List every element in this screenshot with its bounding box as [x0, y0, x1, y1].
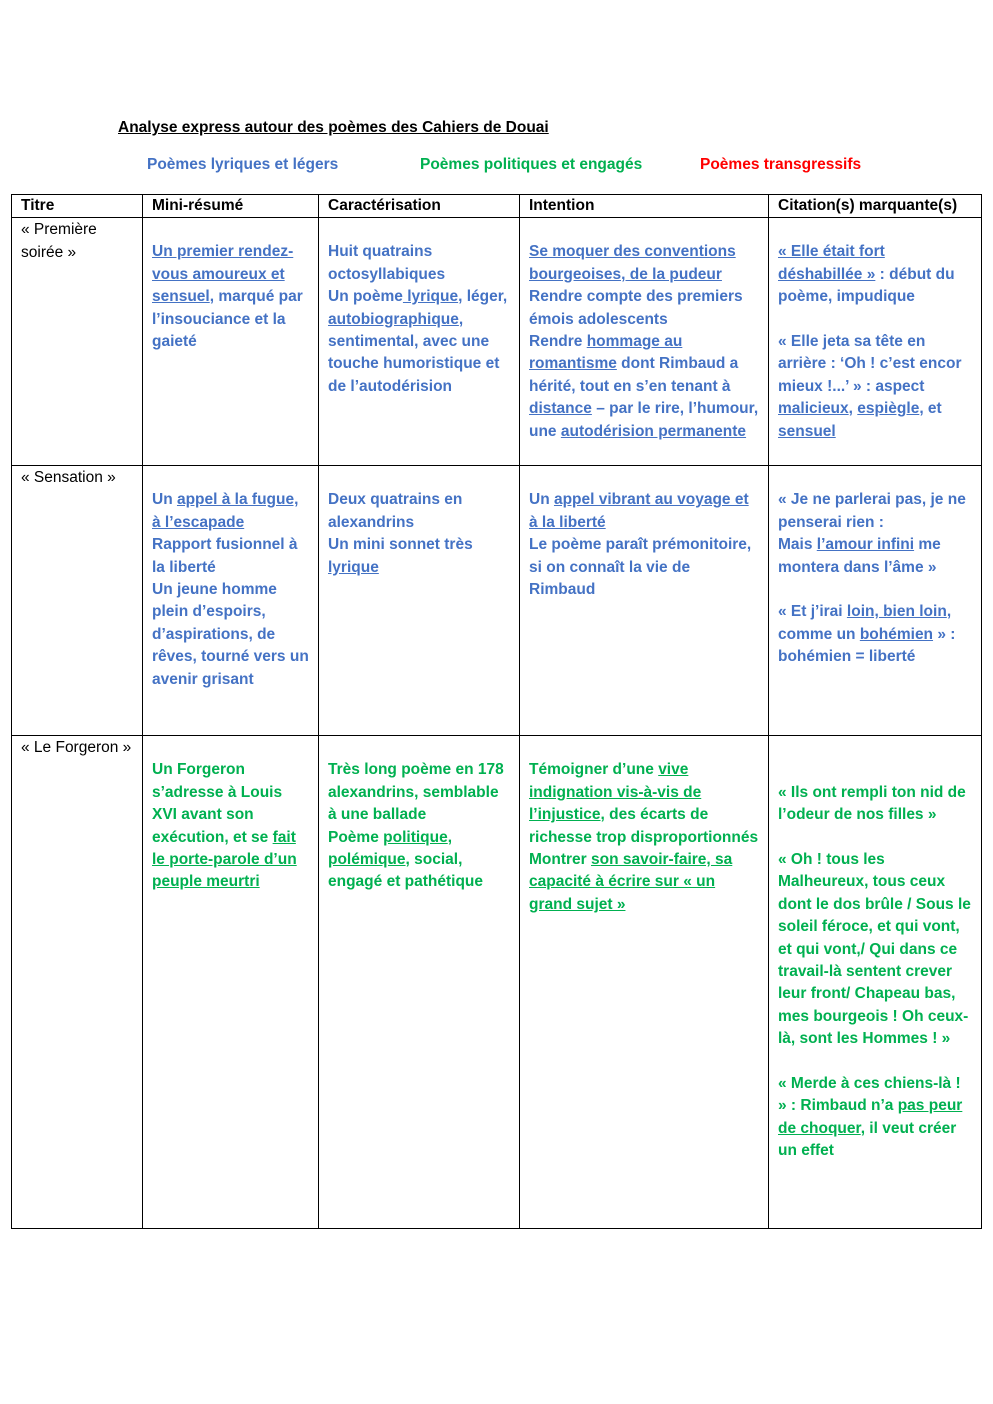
underlined-text: autobiographique: [328, 310, 459, 328]
quote-text: « Oh ! tous les Malheureux, tous ceux dont le dos brûle / Sous le soleil féroce, et qui vont, et qui vont,/ Qui dans ce travail-là sentent crever leur front/ Chapeau bas, mes bourgeois ! Oh ceux-là, sont les Hommes ! »: [778, 851, 971, 1048]
intention-cell: [520, 218, 769, 466]
text-span: » : bohémien = liberté: [778, 625, 956, 666]
text-span: , et: [919, 400, 942, 418]
header-citations: Citation(s) marquante(s): [769, 195, 982, 218]
text-span: , des écarts de richesse trop disproportionnés: [529, 806, 759, 846]
text-span: ,: [447, 828, 453, 846]
underlined-text: lyrique: [328, 558, 379, 576]
underlined-text: sensuel: [778, 422, 836, 440]
text-span: Le poème paraît prémonitoire, si on connaît la vie de Rimbaud: [529, 536, 752, 599]
text-span: Un jeune homme plein d’espoirs, d’aspirations, de rêves, tourné vers un avenir grisant: [152, 581, 309, 688]
underlined-text: fait le porte-parole d’un peuple meurtri: [152, 828, 297, 891]
text-span: , comme un: [778, 603, 952, 643]
legend-political: Poèmes politiques et engagés: [420, 156, 643, 173]
header-intention: Intention: [520, 195, 769, 218]
text-span: Montrer: [529, 851, 591, 869]
table-row: [12, 466, 982, 736]
underlined-text: son savoir-faire, sa capacité à écrire sur « un grand sujet »: [529, 851, 733, 913]
text-span: Un poème: [328, 288, 403, 306]
analysis-table: [11, 194, 982, 1229]
table-row: [12, 736, 982, 1229]
underlined-text: espiègle: [857, 400, 920, 418]
underlined-text: Se moquer des conventions bourgeoises, de la pudeur: [529, 243, 736, 283]
text-span: Un mini sonnet très: [328, 536, 473, 554]
text-span: Poème: [328, 828, 384, 846]
underlined-text: pas peur de choquer: [778, 1097, 963, 1137]
text-span: , social, engagé et pathétique: [328, 851, 484, 891]
text-span: , il veut créer un effet: [778, 1119, 957, 1160]
caracterisation-cell: [319, 736, 520, 1229]
text-span: Un: [529, 491, 554, 509]
underlined-text: l’amour infini: [816, 536, 915, 554]
underlined-text: autodérision permanente: [560, 422, 747, 440]
underlined-text: bohémien: [859, 625, 934, 643]
text-span: Mais: [778, 536, 817, 554]
underlined-text: loin, bien loin: [846, 603, 947, 621]
text-span: me montera dans l’âme »: [778, 536, 941, 576]
underlined-text: Un premier rendez-vous amoureux et sensuel: [152, 243, 294, 306]
text-span: Rapport fusionnel à la liberté: [152, 536, 298, 576]
mini-resume-cell: [143, 218, 319, 466]
underlined-text: hommage au romantisme: [529, 333, 683, 373]
mini-resume-cell: [143, 466, 319, 736]
text-span: : début du poème, impudique: [778, 265, 955, 306]
underlined-text: vive indignation vis-à-vis de l’injustice: [529, 761, 702, 824]
text-span: Huit quatrains octosyllabiques: [328, 243, 446, 283]
underlined-text: politique: [383, 828, 448, 846]
citation-cell: [769, 218, 982, 466]
text-span: « Merde à ces chiens-là ! » : Rimbaud n’a: [778, 1075, 961, 1115]
poem-title: « Le Forgeron »: [12, 736, 143, 1229]
text-span: ,: [848, 400, 858, 418]
caracterisation-cell: [319, 466, 520, 736]
text-span: « Elle jeta sa tête en arrière : ‘Oh ! c’est encor mieux !...’ » : aspect: [778, 333, 962, 395]
citation-cell: [769, 466, 982, 736]
text-span: , léger,: [458, 288, 508, 306]
underlined-text: distance: [529, 400, 592, 418]
text-span: , marqué par l’insouciance et la gaieté: [152, 288, 303, 351]
text-span: dont Rimbaud a hérité, tout en s’en tenant à: [529, 355, 739, 395]
mini-resume-cell: [143, 736, 319, 1229]
poem-title: « Sensation »: [12, 466, 143, 736]
text-span: , sentimental, avec une touche humoristique et de l’autodérision: [328, 310, 500, 395]
header-mini-resume: Mini-résumé: [143, 195, 319, 218]
caracterisation-cell: [319, 218, 520, 466]
table-header-row: [12, 195, 982, 218]
underlined-text: polémique: [328, 851, 406, 869]
header-titre: Titre: [12, 195, 143, 218]
text-span: « Je ne parlerai pas, je ne penserai rien :: [778, 491, 966, 531]
citation-cell: [769, 736, 982, 1229]
intention-cell: [520, 466, 769, 736]
legend-lyrical: Poèmes lyriques et légers: [147, 156, 339, 173]
legend-transgressive: Poèmes transgressifs: [700, 156, 862, 173]
intention-cell: [520, 736, 769, 1229]
quote-text: « Ils ont rempli ton nid de l’odeur de nos filles »: [778, 783, 966, 824]
header-caracterisation: Caractérisation: [319, 195, 520, 218]
underlined-text: lyrique: [402, 288, 459, 306]
text-span: Un Forgeron s’adresse à Louis XVI avant son exécution, et se: [152, 761, 283, 846]
table-row: [12, 218, 982, 466]
text-span: Témoigner d’une: [529, 761, 659, 779]
text-span: – par le rire, l’humour, une: [529, 400, 759, 440]
underlined-text: malicieux: [778, 400, 849, 418]
underlined-text: « Elle était fort déshabillée »: [778, 243, 885, 283]
text-span: Deux quatrains en alexandrins: [328, 491, 463, 531]
document-title: Analyse express autour des poèmes des Cahiers de Douai: [118, 119, 549, 136]
text-span: Un: [152, 491, 177, 509]
underlined-text: appel vibrant au voyage et à la liberté: [529, 491, 749, 531]
text-span: Très long poème en 178 alexandrins, semblable à une ballade: [328, 761, 504, 824]
underlined-text: appel à la fugue, à l’escapade: [152, 491, 299, 531]
text-span: Rendre compte des premiers émois adolescents: [529, 288, 743, 328]
text-span: Rendre: [529, 333, 587, 351]
poem-title: « Première soirée »: [12, 218, 143, 466]
text-span: « Et j’irai: [778, 603, 847, 621]
